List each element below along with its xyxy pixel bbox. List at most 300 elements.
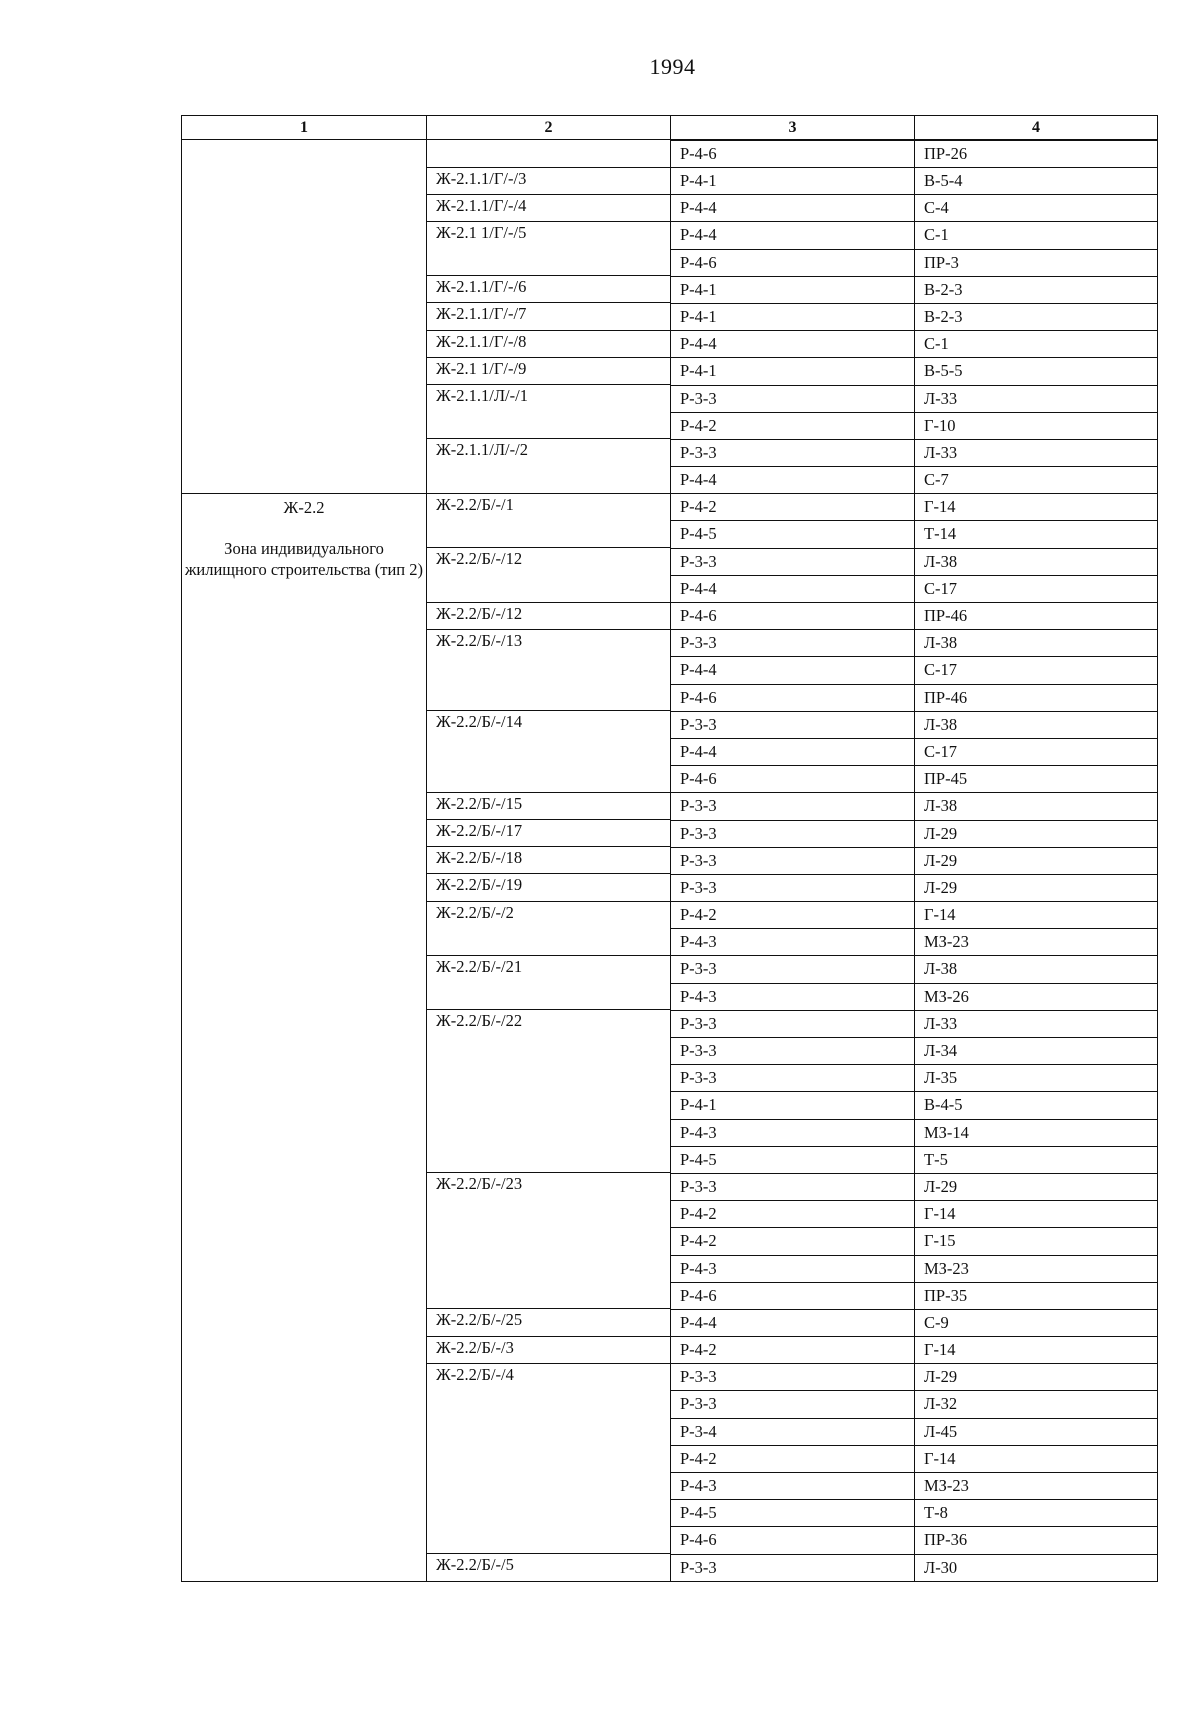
column-4-value: Л-32 — [915, 1390, 1157, 1417]
subzone-code: Ж-2.1.1/Г/-/7 — [436, 304, 527, 324]
column-3-value: Р-3-3 — [671, 792, 914, 819]
column-3-cell — [671, 629, 915, 656]
column-3-value: Р-4-2 — [671, 1445, 914, 1472]
column-4-value: Г-10 — [915, 412, 1157, 439]
column-3-value: Р-4-4 — [671, 466, 914, 493]
column-3-value: Р-4-6 — [671, 602, 914, 629]
subzone-code: Ж-2.2/Б/-/15 — [436, 793, 523, 813]
column-4-value: В-2-3 — [915, 303, 1157, 330]
column-3-cell — [671, 1010, 915, 1037]
column-4-cell — [915, 1390, 1158, 1417]
column-3-value: Р-4-4 — [671, 656, 914, 683]
column-4-cell — [915, 629, 1158, 656]
column-4-cell — [915, 520, 1158, 547]
column-3-value: Р-4-6 — [671, 249, 914, 276]
column-4-value: Л-33 — [915, 385, 1157, 412]
column-4-cell — [915, 303, 1158, 330]
subzone-code — [436, 412, 670, 438]
column-4-cell — [915, 221, 1158, 248]
column-4-cell — [915, 1472, 1158, 1499]
column-4-cell — [915, 1309, 1158, 1336]
column-4-value: С-17 — [915, 575, 1157, 602]
column-4-cell — [915, 1010, 1158, 1037]
column-4-value: МЗ-23 — [915, 928, 1157, 955]
column-3-cell — [671, 1200, 915, 1227]
column-3-value: Р-3-3 — [671, 629, 914, 656]
subzone-code-cell — [427, 439, 671, 466]
column-4-value: Г-14 — [915, 1336, 1157, 1363]
subzone-code — [436, 1037, 670, 1063]
column-3-value: Р-4-3 — [671, 1472, 914, 1499]
column-3-cell — [671, 738, 915, 765]
subzone-code: Ж-2.2/Б/-/2 — [436, 902, 514, 922]
subzone-code: Ж-2.1.1/Л/-/1 — [436, 386, 528, 405]
column-4-cell — [915, 874, 1158, 901]
subzone-code: Ж-2.1.1/Г/-/3 — [436, 168, 527, 188]
column-3-cell — [671, 466, 915, 493]
column-3-cell — [671, 684, 915, 711]
column-4-cell — [915, 792, 1158, 819]
column-4-value: Л-45 — [915, 1418, 1157, 1445]
subzone-code-cell — [427, 140, 671, 168]
column-4-cell — [915, 602, 1158, 629]
subzone-code: Ж-2.2/Б/-/22 — [436, 1011, 523, 1031]
column-4-cell — [915, 955, 1158, 982]
column-4-value: В-5-4 — [915, 167, 1157, 194]
column-3-cell — [671, 575, 915, 602]
subzone-code-cell — [427, 412, 671, 439]
subzone-code — [436, 1119, 670, 1145]
column-4-cell — [915, 493, 1158, 520]
column-3-value: Р-3-3 — [671, 1010, 914, 1037]
column-4-value: ПР-46 — [915, 684, 1157, 711]
column-3-cell — [671, 1309, 915, 1336]
column-4-value: Л-38 — [915, 792, 1157, 819]
subzone-code — [436, 656, 670, 682]
column-3-cell — [671, 357, 915, 384]
subzone-code — [436, 1064, 670, 1090]
subzone-code-cell — [427, 847, 671, 874]
column-4-value: Л-33 — [915, 439, 1157, 466]
subzone-code-cell — [427, 765, 671, 792]
column-4-cell — [915, 1091, 1158, 1118]
column-4-value: Т-14 — [915, 520, 1157, 547]
column-3-cell — [671, 276, 915, 303]
column-4-value: Л-29 — [915, 1363, 1157, 1390]
subzone-code-cell — [427, 1499, 671, 1526]
subzone-code: Ж-2.2/Б/-/21 — [436, 956, 523, 976]
subzone-code — [436, 1282, 670, 1308]
column-4-cell — [915, 1445, 1158, 1472]
subzone-code-cell — [427, 276, 671, 303]
column-3-cell — [671, 1363, 915, 1390]
column-4-cell — [915, 1336, 1158, 1363]
table-row — [182, 140, 1158, 168]
subzone-code — [436, 1200, 670, 1226]
column-4-value: МЗ-26 — [915, 983, 1157, 1010]
column-4-cell — [915, 1526, 1158, 1553]
column-3-value: Р-4-4 — [671, 738, 914, 765]
column-header: 4 — [915, 116, 1158, 140]
subzone-code-cell — [427, 792, 671, 819]
column-4-cell — [915, 1255, 1158, 1282]
column-3-value: Р-3-3 — [671, 1064, 914, 1091]
column-3-cell — [671, 1445, 915, 1472]
column-4-cell — [915, 1064, 1158, 1091]
column-4-cell — [915, 194, 1158, 221]
subzone-code-cell — [427, 249, 671, 276]
subzone-code — [436, 765, 670, 791]
subzone-code-cell — [427, 711, 671, 738]
column-4-cell — [915, 575, 1158, 602]
column-4-value: Л-38 — [915, 629, 1157, 656]
column-3-cell — [671, 1390, 915, 1417]
column-4-value: В-2-3 — [915, 276, 1157, 303]
subzone-code — [436, 1472, 670, 1498]
column-4-value: С-4 — [915, 194, 1157, 221]
column-3-value: Р-4-1 — [671, 303, 914, 330]
column-3-cell — [671, 847, 915, 874]
column-4-value: Л-29 — [915, 820, 1157, 847]
subzone-code-cell — [427, 520, 671, 547]
column-4-cell — [915, 1146, 1158, 1173]
column-3-value: Р-3-3 — [671, 1037, 914, 1064]
column-4-cell — [915, 1418, 1158, 1445]
subzone-code-cell — [427, 330, 671, 357]
column-4-cell — [915, 1282, 1158, 1309]
column-3-value: Р-4-1 — [671, 357, 914, 384]
column-4-cell — [915, 738, 1158, 765]
subzone-code-cell — [427, 983, 671, 1010]
subzone-code: Ж-2.2/Б/-/19 — [436, 875, 523, 895]
column-3-cell — [671, 1526, 915, 1553]
subzone-code-cell — [427, 357, 671, 384]
subzone-code-cell — [427, 548, 671, 575]
column-3-cell — [671, 194, 915, 221]
zone-name: Зона индивидуального жилищного строительства (тип 2) — [185, 538, 423, 579]
column-4-value: Г-14 — [915, 1200, 1157, 1227]
column-3-cell — [671, 983, 915, 1010]
subzone-code: Ж-2.2/Б/-/5 — [436, 1555, 514, 1575]
subzone-code-cell — [427, 874, 671, 901]
column-3-cell — [671, 548, 915, 575]
subzone-code — [436, 466, 670, 492]
subzone-code-cell — [427, 1119, 671, 1146]
column-4-cell — [915, 439, 1158, 466]
column-3-value: Р-4-6 — [671, 1282, 914, 1309]
column-4-value: Л-33 — [915, 1010, 1157, 1037]
subzone-code-cell — [427, 1037, 671, 1064]
column-3-cell — [671, 140, 915, 168]
column-4-cell — [915, 983, 1158, 1010]
subzone-code-cell — [427, 1064, 671, 1091]
subzone-code: Ж-2.1.1/Г/-/4 — [436, 195, 527, 215]
column-4-cell — [915, 901, 1158, 928]
column-4-cell — [915, 276, 1158, 303]
column-3-value: Р-4-5 — [671, 1499, 914, 1526]
column-3-value: Р-4-3 — [671, 1255, 914, 1282]
column-3-cell — [671, 1227, 915, 1254]
column-4-cell — [915, 548, 1158, 575]
column-3-cell — [671, 765, 915, 792]
subzone-code: Ж-2.2/Б/-/12 — [436, 549, 523, 569]
column-4-cell — [915, 1119, 1158, 1146]
column-3-value: Р-4-5 — [671, 520, 914, 547]
subzone-code — [436, 1526, 670, 1552]
column-3-value: Р-3-3 — [671, 385, 914, 412]
subzone-code-cell — [427, 1282, 671, 1309]
column-3-value: Р-4-2 — [671, 493, 914, 520]
subzone-code: Ж-2.2/Б/-/23 — [436, 1174, 523, 1194]
column-3-value: Р-4-1 — [671, 1091, 914, 1118]
subzone-code-cell — [427, 955, 671, 982]
column-4-cell — [915, 330, 1158, 357]
subzone-code — [436, 249, 670, 275]
column-3-cell — [671, 167, 915, 194]
column-3-cell — [671, 249, 915, 276]
column-4-cell — [915, 656, 1158, 683]
page-number: 1994 — [649, 54, 696, 79]
subzone-code-cell — [427, 194, 671, 221]
column-4-cell — [915, 928, 1158, 955]
subzone-code-cell — [427, 1200, 671, 1227]
column-3-cell — [671, 792, 915, 819]
column-3-cell — [671, 711, 915, 738]
column-3-value: Р-4-3 — [671, 1119, 914, 1146]
subzone-code-cell — [427, 1010, 671, 1037]
subzone-code-cell — [427, 1418, 671, 1445]
subzone-code — [436, 684, 670, 710]
column-3-cell — [671, 1418, 915, 1445]
subzone-code — [436, 140, 670, 166]
subzone-code-cell — [427, 575, 671, 602]
subzone-code: Ж-2.2/Б/-/14 — [436, 712, 523, 732]
column-3-value: Р-4-6 — [671, 765, 914, 792]
column-3-value: Р-4-3 — [671, 928, 914, 955]
column-3-value: Р-3-3 — [671, 1173, 914, 1200]
subzone-code-cell — [427, 1173, 671, 1200]
subzone-code: Ж-2.2/Б/-/3 — [436, 1337, 514, 1357]
subzone-code: Ж-2.2/Б/-/17 — [436, 821, 523, 840]
subzone-code-cell — [427, 1526, 671, 1553]
column-3-cell — [671, 820, 915, 847]
subzone-code — [436, 928, 670, 954]
column-3-value: Р-3-3 — [671, 847, 914, 874]
column-3-value: Р-4-2 — [671, 412, 914, 439]
column-header: 1 — [182, 116, 427, 140]
subzone-code — [436, 1255, 670, 1281]
subzone-code: Ж-2.1 1/Г/-/5 — [436, 222, 527, 242]
column-4-cell — [915, 1499, 1158, 1526]
zone-code: Ж-2.2 — [283, 497, 325, 517]
column-4-cell — [915, 711, 1158, 738]
column-4-value: ПР-26 — [915, 140, 1157, 167]
subzone-code — [436, 1445, 670, 1471]
subzone-code: Ж-2.2/Б/-/12 — [436, 603, 523, 623]
column-3-cell — [671, 901, 915, 928]
column-4-cell — [915, 357, 1158, 384]
subzone-code-cell — [427, 303, 671, 330]
column-4-value: ПР-45 — [915, 765, 1157, 792]
column-4-cell — [915, 412, 1158, 439]
column-3-cell — [671, 303, 915, 330]
column-3-cell — [671, 385, 915, 412]
column-3-value: Р-3-3 — [671, 1363, 914, 1390]
column-4-value: С-17 — [915, 738, 1157, 765]
subzone-code-cell — [427, 820, 671, 847]
header-row — [182, 116, 1158, 140]
column-4-value: Г-14 — [915, 1445, 1157, 1472]
subzone-code-cell — [427, 1091, 671, 1118]
subzone-code — [436, 1227, 670, 1253]
subzone-code-cell — [427, 629, 671, 656]
column-3-value: Р-4-1 — [671, 167, 914, 194]
column-4-value: С-1 — [915, 330, 1157, 357]
column-3-cell — [671, 1472, 915, 1499]
column-3-value: Р-4-4 — [671, 575, 914, 602]
subzone-code: Ж-2.2/Б/-/13 — [436, 630, 523, 650]
column-4-value: Л-30 — [915, 1554, 1157, 1581]
column-3-cell — [671, 1554, 915, 1582]
subzone-code-cell — [427, 1363, 671, 1390]
column-4-value: Г-14 — [915, 493, 1157, 520]
column-4-value: МЗ-23 — [915, 1472, 1157, 1499]
subzone-code-cell — [427, 1390, 671, 1417]
column-3-value: Р-4-6 — [671, 140, 914, 167]
column-3-value: Р-3-3 — [671, 955, 914, 982]
column-3-value: Р-4-5 — [671, 1146, 914, 1173]
column-4-value: Л-29 — [915, 1173, 1157, 1200]
column-4-value: Л-38 — [915, 955, 1157, 982]
column-3-value: Р-4-2 — [671, 901, 914, 928]
subzone-code-cell — [427, 466, 671, 493]
column-3-value: Р-4-4 — [671, 194, 914, 221]
subzone-code — [436, 1091, 670, 1117]
table-row — [182, 493, 1158, 520]
subzone-code: Ж-2.2/Б/-/4 — [436, 1364, 514, 1384]
zone-cell — [182, 140, 427, 494]
column-3-value: Р-3-3 — [671, 1554, 914, 1581]
column-4-value: С-7 — [915, 466, 1157, 493]
column-4-value: Л-38 — [915, 711, 1157, 738]
column-3-value: Р-4-6 — [671, 1526, 914, 1553]
subzone-code — [436, 1146, 670, 1172]
subzone-code-cell — [427, 385, 671, 412]
column-3-value: Р-4-4 — [671, 221, 914, 248]
column-4-cell — [915, 249, 1158, 276]
column-3-cell — [671, 1336, 915, 1363]
column-3-cell — [671, 1173, 915, 1200]
column-3-cell — [671, 330, 915, 357]
column-4-cell — [915, 1554, 1158, 1582]
subzone-code: Ж-2.1.1/Г/-/8 — [436, 331, 527, 351]
column-3-value: Р-4-3 — [671, 983, 914, 1010]
column-4-cell — [915, 765, 1158, 792]
column-3-value: Р-3-4 — [671, 1418, 914, 1445]
subzone-code-cell — [427, 1336, 671, 1363]
subzone-code — [436, 575, 670, 601]
column-4-value: МЗ-23 — [915, 1255, 1157, 1282]
column-3-value: Р-3-3 — [671, 548, 914, 575]
subzone-code-cell — [427, 738, 671, 765]
table-body — [182, 140, 1158, 1582]
column-3-cell — [671, 928, 915, 955]
subzone-code-cell — [427, 901, 671, 928]
column-4-value: ПР-46 — [915, 602, 1157, 629]
subzone-code-cell — [427, 602, 671, 629]
subzone-code-cell — [427, 1146, 671, 1173]
column-3-cell — [671, 439, 915, 466]
column-4-value: В-5-5 — [915, 357, 1157, 384]
column-4-cell — [915, 140, 1158, 168]
subzone-code: Ж-2.1 1/Г/-/9 — [436, 358, 527, 378]
column-3-cell — [671, 1282, 915, 1309]
column-4-cell — [915, 1200, 1158, 1227]
column-4-cell — [915, 820, 1158, 847]
column-3-value: Р-3-3 — [671, 439, 914, 466]
column-3-cell — [671, 520, 915, 547]
column-4-cell — [915, 1227, 1158, 1254]
subzone-code-cell — [427, 1472, 671, 1499]
column-4-value: Л-38 — [915, 548, 1157, 575]
column-3-cell — [671, 1255, 915, 1282]
subzone-code: Ж-2.2/Б/-/25 — [436, 1310, 523, 1330]
column-3-cell — [671, 1499, 915, 1526]
column-4-value: Г-15 — [915, 1227, 1157, 1254]
subzone-code-cell — [427, 1227, 671, 1254]
column-4-value: МЗ-14 — [915, 1119, 1157, 1146]
subzone-code: Ж-2.2/Б/-/1 — [436, 494, 514, 514]
subzone-code — [436, 1499, 670, 1525]
column-4-value: Г-14 — [915, 901, 1157, 928]
column-3-value: Р-4-2 — [671, 1336, 914, 1363]
column-3-value: Р-4-2 — [671, 1227, 914, 1254]
column-4-value: ПР-35 — [915, 1282, 1157, 1309]
column-4-cell — [915, 1363, 1158, 1390]
column-3-value: Р-4-4 — [671, 1309, 914, 1336]
column-4-value: Л-29 — [915, 847, 1157, 874]
subzone-code-cell — [427, 656, 671, 683]
subzone-code — [436, 738, 670, 764]
column-4-cell — [915, 1173, 1158, 1200]
column-3-cell — [671, 412, 915, 439]
column-4-value: Л-29 — [915, 874, 1157, 901]
column-4-value: ПР-3 — [915, 249, 1157, 276]
column-3-value: Р-3-3 — [671, 874, 914, 901]
column-4-cell — [915, 847, 1158, 874]
subzone-code — [436, 520, 670, 546]
column-3-cell — [671, 1064, 915, 1091]
column-3-cell — [671, 656, 915, 683]
column-4-value: С-17 — [915, 656, 1157, 683]
subzone-code-cell — [427, 1445, 671, 1472]
column-4-cell — [915, 684, 1158, 711]
column-3-cell — [671, 221, 915, 248]
column-4-cell — [915, 466, 1158, 493]
column-header: 2 — [427, 116, 671, 140]
column-3-cell — [671, 1146, 915, 1173]
column-3-value: Р-3-3 — [671, 1390, 914, 1417]
column-3-value: Р-3-3 — [671, 711, 914, 738]
column-3-cell — [671, 602, 915, 629]
subzone-code — [436, 1418, 670, 1444]
column-4-value: Т-8 — [915, 1499, 1157, 1526]
column-4-value: Л-35 — [915, 1064, 1157, 1091]
subzone-code: Ж-2.2/Б/-/18 — [436, 848, 523, 868]
column-4-value: С-9 — [915, 1309, 1157, 1336]
column-4-cell — [915, 1037, 1158, 1064]
column-4-value: Т-5 — [915, 1146, 1157, 1173]
